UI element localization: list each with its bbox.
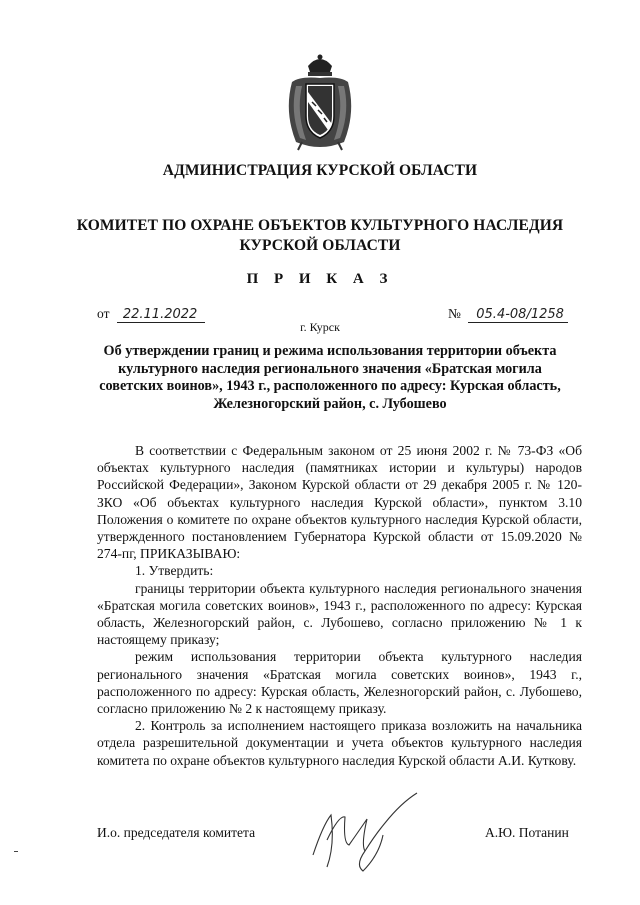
signer-name: А.Ю. Потанин xyxy=(485,825,569,840)
paragraph-regime: режим использования территории объекта культурного наследия регионального значения «Братская могила советских воинов», 1943 г., расположенного по адресу: Курская область, Железногорский район, с. Лубошево, согласно приложению № 2 к настоящему приказу. xyxy=(97,649,582,717)
date-value: 22.11.2022 xyxy=(117,307,205,323)
order-body xyxy=(97,442,582,769)
number-value: 05.4-08/1258 xyxy=(468,307,568,323)
paragraph-preamble: В соответствии с Федеральным законом от 25 июня 2002 г. № 73-ФЗ «Об объектах культурного наследия (памятниках истории и культуры) народов Российской Федерации», Законом Курской области от 29 декабря 2005 г. № 120-ЗКО «Об объектах культурного наследия Курской области», пунктом 3.10 Положения о комитете по охране объектов культурного наследия Курской области, утвержденного постановлением Губернатора Курской области от 15.09.2020 № 274-пг, ПРИКАЗЫВАЮ: xyxy=(97,443,582,562)
signer-role: И.о. председателя комитета xyxy=(97,825,256,840)
paragraph-boundaries: границы территории объекта культурного наследия регионального значения «Братская могила советских воинов», 1943 г., расположенного по адресу: Курская область, Железногорский район, с. Лубошево, согласно приложению № 1 к настоящему приказу; xyxy=(97,580,582,648)
handwritten-signature-icon xyxy=(305,785,425,880)
city: г. Курск xyxy=(300,320,340,334)
paragraph-item-2: 2. Контроль за исполнением настоящего приказа возложить на начальника отдела разрешительной документации и учета объектов культурного наследия комитета по охране объектов культурного наследия Курской области А.И. Куткову. xyxy=(97,718,582,768)
order-subject: Об утверждении границ и режима использования территории объекта культурного наследия регионального значения «Братская могила советских воинов», 1943 г., расположенного по адресу: Курская область, Железногорский район, с. Лубошево xyxy=(99,343,561,412)
date-prefix: от xyxy=(97,306,110,321)
margin-mark xyxy=(14,851,18,852)
committee-title-line2: КУРСКОЙ ОБЛАСТИ xyxy=(239,237,401,254)
number-prefix: № xyxy=(448,306,461,321)
administration-title: АДМИНИСТРАЦИЯ КУРСКОЙ ОБЛАСТИ xyxy=(162,162,478,179)
document-type: П Р И К А З xyxy=(246,271,394,287)
paragraph-item-1: 1. Утвердить: xyxy=(135,563,214,579)
committee-title-line1: КОМИТЕТ ПО ОХРАНЕ ОБЪЕКТОВ КУЛЬТУРНОГО НАСЛЕДИЯ xyxy=(76,217,564,234)
coat-of-arms-icon xyxy=(282,52,358,152)
committee-title xyxy=(0,216,640,256)
